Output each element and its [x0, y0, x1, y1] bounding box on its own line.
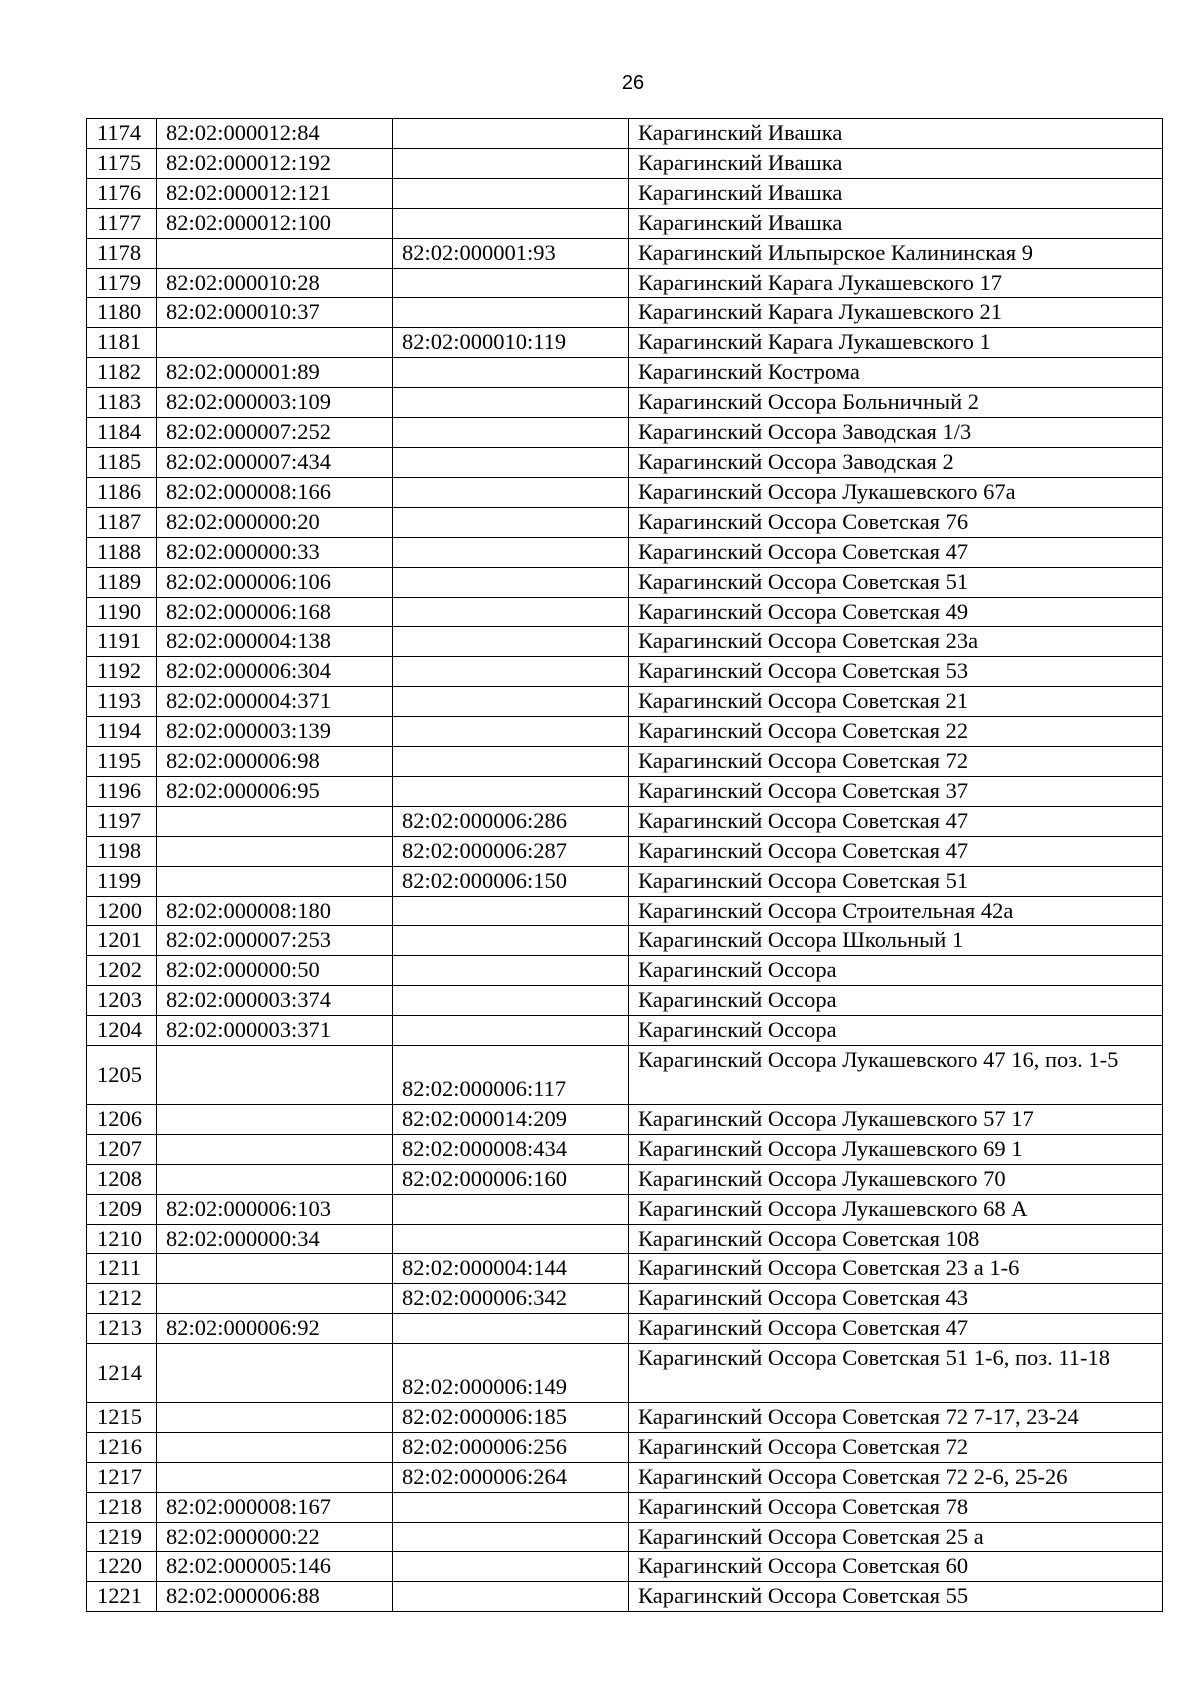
row-number-cell: 1183: [87, 388, 157, 418]
row-number-cell: 1202: [87, 956, 157, 986]
cadastral-number-cell: [157, 866, 393, 896]
cadastral-number-cell: 82:02:000000:20: [157, 507, 393, 537]
cadastral-number-cell: 82:02:000003:139: [157, 717, 393, 747]
cadastral-number-cell: 82:02:000010:37: [157, 298, 393, 328]
cadastral-number-cell: 82:02:000000:34: [157, 1224, 393, 1254]
parent-cadastral-number-cell: 82:02:000006:286: [393, 806, 629, 836]
cadastral-number-cell: [157, 1284, 393, 1314]
parent-cadastral-number-cell: [393, 926, 629, 956]
address-cell: Карагинский Карага Лукашевского 1: [629, 328, 1163, 358]
parent-cadastral-number-cell: [393, 477, 629, 507]
address-cell: Карагинский Оссора Школьный 1: [629, 926, 1163, 956]
parent-cadastral-number-cell: [393, 567, 629, 597]
address-cell: Карагинский Оссора Лукашевского 68 А: [629, 1194, 1163, 1224]
cadastral-number-cell: 82:02:000006:98: [157, 747, 393, 777]
cadastral-number-cell: 82:02:000007:253: [157, 926, 393, 956]
table-row: [87, 896, 1163, 926]
parent-cadastral-number-cell: [393, 178, 629, 208]
cadastral-number-cell: [157, 1046, 393, 1105]
table-row: [87, 1314, 1163, 1344]
address-cell: Карагинский Оссора Советская 51: [629, 866, 1163, 896]
table-row: [87, 717, 1163, 747]
row-number-cell: 1186: [87, 477, 157, 507]
row-number-cell: 1177: [87, 208, 157, 238]
table-row: [87, 866, 1163, 896]
row-number-cell: 1200: [87, 896, 157, 926]
address-cell: Карагинский Оссора Советская 47: [629, 806, 1163, 836]
address-cell: Карагинский Оссора Лукашевского 69 1: [629, 1134, 1163, 1164]
row-number-cell: 1187: [87, 507, 157, 537]
table-row: [87, 956, 1163, 986]
address-cell: Карагинский Оссора Советская 72: [629, 747, 1163, 777]
row-number-cell: 1182: [87, 358, 157, 388]
row-number-cell: 1219: [87, 1522, 157, 1552]
cadastral-table: [86, 118, 1163, 1612]
address-cell: Карагинский Ивашка: [629, 208, 1163, 238]
table-row: [87, 1164, 1163, 1194]
table-row: [87, 1462, 1163, 1492]
address-cell: Карагинский Карага Лукашевского 21: [629, 298, 1163, 328]
row-number-cell: 1189: [87, 567, 157, 597]
parent-cadastral-number-cell: [393, 268, 629, 298]
parent-cadastral-number-cell: 82:02:000006:264: [393, 1462, 629, 1492]
table-row: [87, 1522, 1163, 1552]
table-row: [87, 1134, 1163, 1164]
parent-cadastral-number-cell: [393, 388, 629, 418]
address-cell: Карагинский Оссора Советская 21: [629, 687, 1163, 717]
parent-cadastral-number-cell: [393, 717, 629, 747]
table-row: [87, 657, 1163, 687]
table-row: [87, 477, 1163, 507]
parent-cadastral-number-cell: 82:02:000014:209: [393, 1104, 629, 1134]
cadastral-number-cell: [157, 1432, 393, 1462]
parent-cadastral-number-cell: [393, 119, 629, 149]
row-number-cell: 1188: [87, 537, 157, 567]
row-number-cell: 1176: [87, 178, 157, 208]
table-row: [87, 119, 1163, 149]
row-number-cell: 1179: [87, 268, 157, 298]
table-row: [87, 178, 1163, 208]
parent-cadastral-number-cell: [393, 747, 629, 777]
table-row: [87, 1016, 1163, 1046]
cadastral-number-cell: 82:02:000012:100: [157, 208, 393, 238]
parent-cadastral-number-cell: 82:02:000006:185: [393, 1402, 629, 1432]
cadastral-number-cell: [157, 1164, 393, 1194]
table-row: [87, 268, 1163, 298]
cadastral-number-cell: [157, 1254, 393, 1284]
address-cell: Карагинский Оссора Заводская 2: [629, 447, 1163, 477]
parent-cadastral-number-cell: [393, 956, 629, 986]
row-number-cell: 1214: [87, 1344, 157, 1403]
table-row: [87, 627, 1163, 657]
address-cell: Карагинский Оссора: [629, 986, 1163, 1016]
cadastral-number-cell: 82:02:000008:166: [157, 477, 393, 507]
address-cell: Карагинский Оссора Советская 51: [629, 567, 1163, 597]
address-cell: Карагинский Оссора Советская 47: [629, 836, 1163, 866]
cadastral-number-cell: 82:02:000006:304: [157, 657, 393, 687]
parent-cadastral-number-cell: [393, 986, 629, 1016]
parent-cadastral-number-cell: 82:02:000001:93: [393, 238, 629, 268]
parent-cadastral-number-cell: [393, 1492, 629, 1522]
table-row: [87, 328, 1163, 358]
address-cell: Карагинский Оссора Советская 108: [629, 1224, 1163, 1254]
parent-cadastral-number-cell: [393, 896, 629, 926]
parent-cadastral-number-cell: 82:02:000006:150: [393, 866, 629, 896]
table-row: [87, 1104, 1163, 1134]
parent-cadastral-number-cell: [393, 1522, 629, 1552]
cadastral-number-cell: 82:02:000007:434: [157, 447, 393, 477]
table-row: [87, 1344, 1163, 1403]
table-row: [87, 567, 1163, 597]
address-cell: Карагинский Карага Лукашевского 17: [629, 268, 1163, 298]
address-cell: Карагинский Оссора: [629, 1016, 1163, 1046]
table-row: [87, 776, 1163, 806]
table-row: [87, 986, 1163, 1016]
row-number-cell: 1212: [87, 1284, 157, 1314]
row-number-cell: 1221: [87, 1582, 157, 1612]
row-number-cell: 1175: [87, 148, 157, 178]
parent-cadastral-number-cell: [393, 597, 629, 627]
row-number-cell: 1196: [87, 776, 157, 806]
address-cell: Карагинский Оссора Советская 78: [629, 1492, 1163, 1522]
row-number-cell: 1209: [87, 1194, 157, 1224]
table-row: [87, 418, 1163, 448]
address-cell: Карагинский Оссора Советская 23 а 1-6: [629, 1254, 1163, 1284]
parent-cadastral-number-cell: [393, 687, 629, 717]
cadastral-number-cell: 82:02:000003:371: [157, 1016, 393, 1046]
table-row: [87, 1402, 1163, 1432]
cadastral-number-cell: 82:02:000008:180: [157, 896, 393, 926]
row-number-cell: 1220: [87, 1552, 157, 1582]
address-cell: Карагинский Оссора Советская 43: [629, 1284, 1163, 1314]
parent-cadastral-number-cell: 82:02:000008:434: [393, 1134, 629, 1164]
parent-cadastral-number-cell: [393, 208, 629, 238]
address-cell: Карагинский Оссора Советская 53: [629, 657, 1163, 687]
table-row: [87, 1046, 1163, 1105]
cadastral-number-cell: [157, 1344, 393, 1403]
cadastral-number-cell: 82:02:000003:374: [157, 986, 393, 1016]
row-number-cell: 1181: [87, 328, 157, 358]
address-cell: Карагинский Оссора Советская 51 1-6, поз. 11-18: [629, 1344, 1163, 1403]
row-number-cell: 1185: [87, 447, 157, 477]
cadastral-number-cell: 82:02:000008:167: [157, 1492, 393, 1522]
table-row: [87, 926, 1163, 956]
address-cell: Карагинский Оссора Лукашевского 70: [629, 1164, 1163, 1194]
address-cell: Карагинский Оссора Советская 60: [629, 1552, 1163, 1582]
table-row: [87, 1254, 1163, 1284]
row-number-cell: 1205: [87, 1046, 157, 1105]
parent-cadastral-number-cell: [393, 1582, 629, 1612]
address-cell: Карагинский Оссора Советская 55: [629, 1582, 1163, 1612]
row-number-cell: 1208: [87, 1164, 157, 1194]
table-row: [87, 1432, 1163, 1462]
address-cell: Карагинский Оссора Советская 22: [629, 717, 1163, 747]
cadastral-number-cell: [157, 1134, 393, 1164]
cadastral-number-cell: 82:02:000005:146: [157, 1552, 393, 1582]
address-cell: Карагинский Оссора Советская 37: [629, 776, 1163, 806]
table-row: [87, 806, 1163, 836]
row-number-cell: 1201: [87, 926, 157, 956]
parent-cadastral-number-cell: [393, 1552, 629, 1582]
parent-cadastral-number-cell: [393, 1224, 629, 1254]
row-number-cell: 1210: [87, 1224, 157, 1254]
parent-cadastral-number-cell: [393, 418, 629, 448]
parent-cadastral-number-cell: 82:02:000006:117: [393, 1046, 629, 1105]
address-cell: Карагинский Оссора Советская 49: [629, 597, 1163, 627]
table-row: [87, 836, 1163, 866]
row-number-cell: 1192: [87, 657, 157, 687]
parent-cadastral-number-cell: [393, 507, 629, 537]
parent-cadastral-number-cell: [393, 358, 629, 388]
row-number-cell: 1218: [87, 1492, 157, 1522]
table-row: [87, 148, 1163, 178]
parent-cadastral-number-cell: [393, 627, 629, 657]
parent-cadastral-number-cell: 82:02:000004:144: [393, 1254, 629, 1284]
table-row: [87, 687, 1163, 717]
cadastral-number-cell: 82:02:000000:22: [157, 1522, 393, 1552]
cadastral-number-cell: 82:02:000006:92: [157, 1314, 393, 1344]
table-row: [87, 298, 1163, 328]
row-number-cell: 1217: [87, 1462, 157, 1492]
table-row: [87, 747, 1163, 777]
table-row: [87, 1582, 1163, 1612]
table-row: [87, 1492, 1163, 1522]
row-number-cell: 1197: [87, 806, 157, 836]
row-number-cell: 1178: [87, 238, 157, 268]
address-cell: Карагинский Оссора Советская 23а: [629, 627, 1163, 657]
table-row: [87, 388, 1163, 418]
parent-cadastral-number-cell: [393, 657, 629, 687]
table-row: [87, 597, 1163, 627]
table-row: [87, 1552, 1163, 1582]
address-cell: Карагинский Ильпырское Калининская 9: [629, 238, 1163, 268]
row-number-cell: 1190: [87, 597, 157, 627]
cadastral-number-cell: 82:02:000012:192: [157, 148, 393, 178]
cadastral-number-cell: 82:02:000007:252: [157, 418, 393, 448]
page-number: 26: [621, 72, 645, 94]
row-number-cell: 1180: [87, 298, 157, 328]
address-cell: Карагинский Ивашка: [629, 119, 1163, 149]
cadastral-number-cell: 82:02:000004:371: [157, 687, 393, 717]
cadastral-number-cell: [157, 1104, 393, 1134]
row-number-cell: 1203: [87, 986, 157, 1016]
address-cell: Карагинский Кострома: [629, 358, 1163, 388]
row-number-cell: 1215: [87, 1402, 157, 1432]
cadastral-number-cell: 82:02:000000:33: [157, 537, 393, 567]
address-cell: Карагинский Оссора Строительная 42а: [629, 896, 1163, 926]
row-number-cell: 1191: [87, 627, 157, 657]
parent-cadastral-number-cell: 82:02:000006:149: [393, 1344, 629, 1403]
parent-cadastral-number-cell: [393, 1194, 629, 1224]
parent-cadastral-number-cell: 82:02:000006:342: [393, 1284, 629, 1314]
cadastral-number-cell: 82:02:000006:168: [157, 597, 393, 627]
address-cell: Карагинский Ивашка: [629, 178, 1163, 208]
cadastral-number-cell: [157, 806, 393, 836]
parent-cadastral-number-cell: [393, 776, 629, 806]
row-number-cell: 1211: [87, 1254, 157, 1284]
cadastral-number-cell: [157, 328, 393, 358]
cadastral-number-cell: 82:02:000010:28: [157, 268, 393, 298]
parent-cadastral-number-cell: [393, 1016, 629, 1046]
cadastral-number-cell: [157, 836, 393, 866]
row-number-cell: 1194: [87, 717, 157, 747]
table-row: [87, 1284, 1163, 1314]
address-cell: Карагинский Оссора Больничный 2: [629, 388, 1163, 418]
cadastral-number-cell: 82:02:000000:50: [157, 956, 393, 986]
parent-cadastral-number-cell: [393, 1314, 629, 1344]
address-cell: Карагинский Оссора Советская 47: [629, 537, 1163, 567]
table-row: [87, 238, 1163, 268]
table-row: [87, 1194, 1163, 1224]
row-number-cell: 1184: [87, 418, 157, 448]
cadastral-number-cell: 82:02:000006:103: [157, 1194, 393, 1224]
address-cell: Карагинский Оссора Советская 72: [629, 1432, 1163, 1462]
address-cell: Карагинский Оссора Заводская 1/3: [629, 418, 1163, 448]
table-row: [87, 358, 1163, 388]
cadastral-number-cell: 82:02:000012:121: [157, 178, 393, 208]
cadastral-number-cell: [157, 1402, 393, 1432]
cadastral-number-cell: 82:02:000004:138: [157, 627, 393, 657]
address-cell: Карагинский Оссора Лукашевского 57 17: [629, 1104, 1163, 1134]
parent-cadastral-number-cell: [393, 148, 629, 178]
parent-cadastral-number-cell: 82:02:000010:119: [393, 328, 629, 358]
table-row: [87, 208, 1163, 238]
cadastral-table-body: [87, 119, 1163, 1612]
parent-cadastral-number-cell: 82:02:000006:160: [393, 1164, 629, 1194]
parent-cadastral-number-cell: [393, 447, 629, 477]
table-row: [87, 1224, 1163, 1254]
table-row: [87, 447, 1163, 477]
row-number-cell: 1216: [87, 1432, 157, 1462]
cadastral-number-cell: 82:02:000006:95: [157, 776, 393, 806]
cadastral-number-cell: [157, 238, 393, 268]
address-cell: Карагинский Оссора Советская 72 7-17, 23-24: [629, 1402, 1163, 1432]
cadastral-number-cell: 82:02:000001:89: [157, 358, 393, 388]
parent-cadastral-number-cell: 82:02:000006:256: [393, 1432, 629, 1462]
row-number-cell: 1207: [87, 1134, 157, 1164]
address-cell: Карагинский Оссора Советская 25 а: [629, 1522, 1163, 1552]
address-cell: Карагинский Оссора Советская 72 2-6, 25-26: [629, 1462, 1163, 1492]
address-cell: Карагинский Оссора: [629, 956, 1163, 986]
cadastral-number-cell: 82:02:000006:106: [157, 567, 393, 597]
address-cell: Карагинский Оссора Советская 47: [629, 1314, 1163, 1344]
table-row: [87, 537, 1163, 567]
address-cell: Карагинский Оссора Лукашевского 47 16, поз. 1-5: [629, 1046, 1163, 1105]
address-cell: Карагинский Оссора Советская 76: [629, 507, 1163, 537]
parent-cadastral-number-cell: [393, 537, 629, 567]
row-number-cell: 1213: [87, 1314, 157, 1344]
parent-cadastral-number-cell: 82:02:000006:287: [393, 836, 629, 866]
row-number-cell: 1195: [87, 747, 157, 777]
table-row: [87, 507, 1163, 537]
address-cell: Карагинский Оссора Лукашевского 67а: [629, 477, 1163, 507]
cadastral-number-cell: 82:02:000006:88: [157, 1582, 393, 1612]
row-number-cell: 1206: [87, 1104, 157, 1134]
row-number-cell: 1204: [87, 1016, 157, 1046]
cadastral-number-cell: [157, 1462, 393, 1492]
parent-cadastral-number-cell: [393, 298, 629, 328]
row-number-cell: 1193: [87, 687, 157, 717]
row-number-cell: 1174: [87, 119, 157, 149]
cadastral-number-cell: 82:02:000003:109: [157, 388, 393, 418]
cadastral-number-cell: 82:02:000012:84: [157, 119, 393, 149]
row-number-cell: 1199: [87, 866, 157, 896]
row-number-cell: 1198: [87, 836, 157, 866]
address-cell: Карагинский Ивашка: [629, 148, 1163, 178]
